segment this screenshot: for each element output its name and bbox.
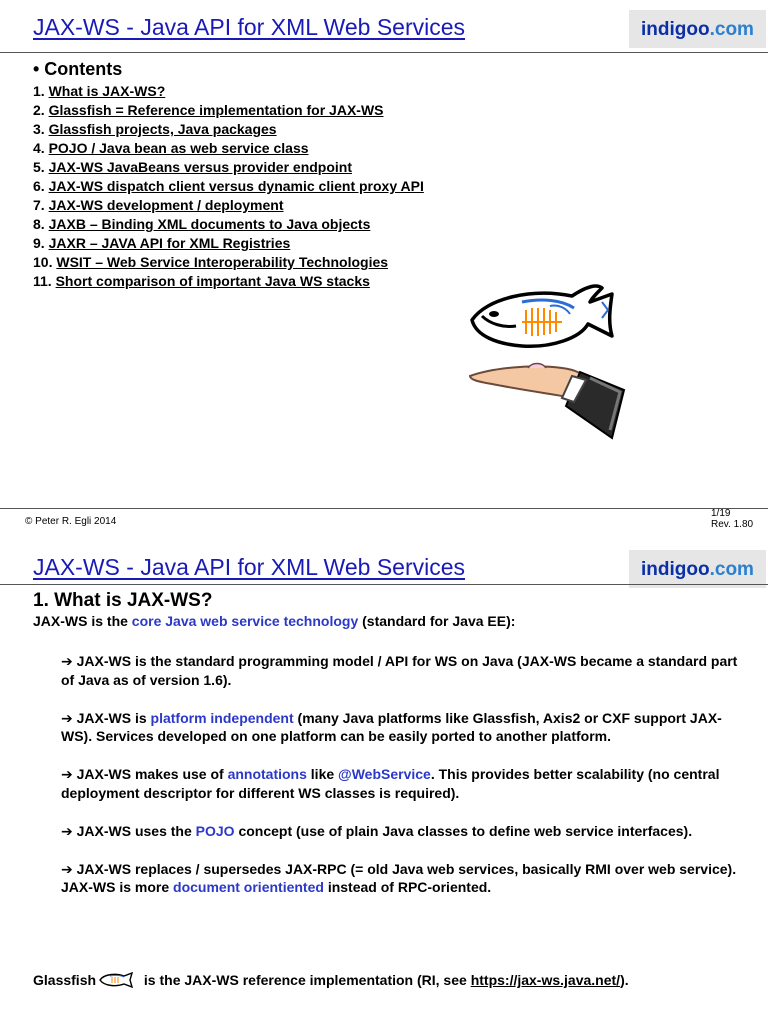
footer-copyright: © Peter R. Egli 2014 (25, 516, 117, 527)
bullet-item: ➔ JAX-WS uses the POJO concept (use of plain Java classes to define web service interfaces). (61, 822, 693, 839)
toc-link: JAXR – JAVA API for XML Registries (48, 235, 291, 251)
indigoo-logo: indigoo.com (629, 10, 766, 48)
section-heading: 1. What is JAX-WS? (33, 590, 213, 611)
bullet-list (61, 652, 751, 916)
toc-link: JAX-WS development / deployment (48, 197, 284, 213)
page-number: 1/19 Rev. 1.80 (711, 508, 754, 530)
toc-item[interactable]: 8. JAXB – Binding XML documents to Java objects (33, 216, 371, 232)
bullet-item: ➔ JAX-WS is platform independent (many Java platforms like Glassfish, Axis2 or CXF support JAX-WS). Services developed on one platform can be easily ported to another platform. (61, 709, 722, 745)
slide-title: JAX-WS - Java API for XML Web Services (33, 14, 466, 40)
slide-title: JAX-WS - Java API for XML Web Services (33, 554, 466, 580)
toc-item[interactable]: 1. What is JAX-WS? (33, 83, 166, 99)
glassfish-hand-illustration (462, 280, 634, 442)
bullet-item: ➔ JAX-WS replaces / supersedes JAX-RPC (= old Java web services, basically RMI over web service). JAX-WS is more document orientiented instead of RPC-oriented. (61, 860, 737, 896)
toc-item[interactable]: 6. JAX-WS dispatch client versus dynamic client proxy API (33, 178, 424, 194)
toc-item[interactable]: 9. JAXR – JAVA API for XML Registries (33, 235, 291, 251)
table-of-contents (33, 82, 424, 291)
hand-icon (470, 364, 624, 439)
bullet-item: ➔ JAX-WS is the standard programming model / API for WS on Java (JAX-WS became a standard part of Java as of version 1.6). (61, 653, 738, 688)
toc-link: JAX-WS JavaBeans versus provider endpoint (48, 159, 353, 175)
toc-link: WSIT – Web Service Interoperability Technologies (56, 254, 389, 270)
toc-link: POJO / Java bean as web service class (48, 140, 309, 156)
contents-heading: • Contents (33, 59, 123, 79)
glassfish-ri-line: Glassfish is the JAX-WS reference implementation (RI, see https://jax-ws.java.net/). (33, 972, 629, 988)
bullet-item: ➔ JAX-WS makes use of annotations like @WebService. This provides better scalability (no central deployment descriptor for different WS classes is required). (61, 766, 720, 801)
toc-link: JAXB – Binding XML documents to Java objects (48, 216, 371, 232)
header-divider (0, 584, 768, 585)
toc-link: Glassfish projects, Java packages (48, 121, 277, 137)
toc-item[interactable]: 10. WSIT – Web Service Interoperability Technologies (33, 254, 389, 270)
toc-item[interactable]: 7. JAX-WS development / deployment (33, 197, 284, 213)
indigoo-logo: indigoo.com (629, 550, 766, 588)
header-divider (0, 52, 768, 53)
toc-item[interactable]: 3. Glassfish projects, Java packages (33, 121, 277, 137)
glassfish-icon (98, 972, 136, 988)
toc-link: Short comparison of important Java WS stacks (55, 273, 370, 289)
toc-item[interactable]: 2. Glassfish = Reference implementation for JAX-WS (33, 102, 384, 118)
slide-2 (0, 540, 768, 1024)
toc-item[interactable]: 4. POJO / Java bean as web service class (33, 140, 309, 156)
intro-text: JAX-WS is the core Java web service technology (standard for Java EE): (33, 613, 516, 629)
toc-item[interactable]: 5. JAX-WS JavaBeans versus provider endpoint (33, 159, 353, 175)
toc-link: What is JAX-WS? (48, 83, 166, 99)
fish-icon (472, 286, 612, 346)
toc-link: Glassfish = Reference implementation for JAX-WS (48, 102, 384, 118)
jax-ws-link[interactable]: https://jax-ws.java.net/ (470, 972, 621, 988)
footer-divider (0, 508, 768, 509)
toc-link: JAX-WS dispatch client versus dynamic client proxy API (48, 178, 424, 194)
toc-item[interactable]: 11. Short comparison of important Java WS stacks (33, 273, 370, 289)
